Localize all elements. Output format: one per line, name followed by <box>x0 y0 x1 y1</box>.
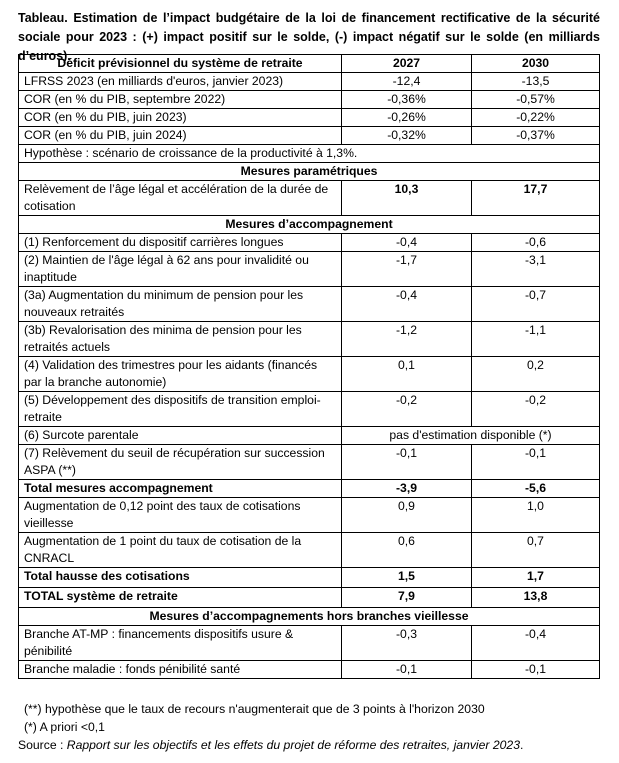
value-2027: -0,36% <box>342 91 472 109</box>
table-row <box>19 427 600 445</box>
row-label: Augmentation de 0,12 point des taux de cotisations vieillesse <box>19 498 342 533</box>
surcote-value: pas d'estimation disponible (*) <box>342 427 600 445</box>
value-2030: -0,1 <box>472 661 600 679</box>
row-label: COR (en % du PIB, juin 2023) <box>19 109 342 127</box>
value-2027: -0,4 <box>342 234 472 252</box>
section-parametric: Mesures paramétriques <box>19 163 600 181</box>
table-row <box>19 181 600 216</box>
value-2030: 17,7 <box>472 181 600 216</box>
value-2030: -0,4 <box>472 626 600 661</box>
value-2030: 13,8 <box>472 588 600 608</box>
row-label: COR (en % du PIB, septembre 2022) <box>19 91 342 109</box>
total-row <box>19 588 600 608</box>
value-2030: 1,7 <box>472 568 600 588</box>
row-label: (2) Maintien de l'âge légal à 62 ans pour invalidité ou inaptitude <box>19 252 342 287</box>
footnote-single-star: (*) A priori <0,1 <box>24 720 105 734</box>
table-row <box>19 626 600 661</box>
value-2030: -3,1 <box>472 252 600 287</box>
value-2027: -3,9 <box>342 480 472 498</box>
value-2027: -0,2 <box>342 392 472 427</box>
title-line-2: sociale pour 2023 : (+) impact positif sur le solde, (-) impact négatif sur le solde (en milliards d’euros). <box>18 30 600 63</box>
row-label: (4) Validation des trimestres pour les aidants (financés par la branche autonomie) <box>19 357 342 392</box>
row-label: (1) Renforcement du dispositif carrières longues <box>19 234 342 252</box>
value-2030: -0,7 <box>472 287 600 322</box>
row-label: (3b) Revalorisation des minima de pension pour les retraités actuels <box>19 322 342 357</box>
section-row <box>19 163 600 181</box>
value-2027: -1,2 <box>342 322 472 357</box>
row-label: TOTAL système de retraite <box>19 588 342 608</box>
table-row <box>19 392 600 427</box>
value-2030: 0,2 <box>472 357 600 392</box>
total-row <box>19 480 600 498</box>
row-label: Branche AT-MP : financements dispositifs usure & pénibilité <box>19 626 342 661</box>
value-2027: -1,7 <box>342 252 472 287</box>
row-label: (7) Relèvement du seuil de récupération sur succession ASPA (**) <box>19 445 342 480</box>
footnotes <box>24 700 485 718</box>
row-label: Relèvement de l’âge légal et accélération de la durée de cotisation <box>19 181 342 216</box>
table-row <box>19 73 600 91</box>
hypothesis-row <box>19 145 600 163</box>
value-2027: 7,9 <box>342 588 472 608</box>
source-reference: Rapport sur les objectifs et les effets du projet de réforme des retraites, janvier 2023 <box>66 738 520 752</box>
section-non-pension: Mesures d’accompagnements hors branches vieillesse <box>19 608 600 626</box>
section-accompaniment: Mesures d’accompagnement <box>19 216 600 234</box>
section-row <box>19 608 600 626</box>
header-2030: 2030 <box>472 55 600 73</box>
row-label: Total mesures accompagnement <box>19 480 342 498</box>
value-2027: -0,4 <box>342 287 472 322</box>
value-2027: 0,1 <box>342 357 472 392</box>
total-row <box>19 568 600 588</box>
section-row <box>19 216 600 234</box>
table-row <box>19 498 600 533</box>
table-row <box>19 533 600 568</box>
value-2030: -1,1 <box>472 322 600 357</box>
table-row <box>19 252 600 287</box>
value-2030: -0,6 <box>472 234 600 252</box>
value-2030: -0,37% <box>472 127 600 145</box>
table-row <box>19 322 600 357</box>
value-2027: 10,3 <box>342 181 472 216</box>
value-2027: -0,26% <box>342 109 472 127</box>
row-label: (5) Développement des dispositifs de transition emploi-retraite <box>19 392 342 427</box>
value-2030: -0,22% <box>472 109 600 127</box>
value-2030: -13,5 <box>472 73 600 91</box>
value-2030: 0,7 <box>472 533 600 568</box>
value-2030: -0,1 <box>472 445 600 480</box>
value-2027: -12,4 <box>342 73 472 91</box>
value-2027: 1,5 <box>342 568 472 588</box>
row-label: (6) Surcote parentale <box>19 427 342 445</box>
value-2027: 0,9 <box>342 498 472 533</box>
row-label: COR (en % du PIB, juin 2024) <box>19 127 342 145</box>
budget-impact-table <box>18 54 600 679</box>
footnote-double-star: (**) hypothèse que le taux de recours n'augmenterait que de 3 points à l'horizon 2030 <box>24 702 485 716</box>
source-line <box>18 736 523 754</box>
table-row <box>19 287 600 322</box>
header-label: Déficit prévisionnel du système de retraite <box>19 55 342 73</box>
row-label: (3a) Augmentation du minimum de pension pour les nouveaux retraités <box>19 287 342 322</box>
value-2030: -0,2 <box>472 392 600 427</box>
value-2030: -0,57% <box>472 91 600 109</box>
hypothesis-text: Hypothèse : scénario de croissance de la productivité à 1,3%. <box>19 145 600 163</box>
value-2027: -0,1 <box>342 445 472 480</box>
value-2030: 1,0 <box>472 498 600 533</box>
table-row <box>19 357 600 392</box>
source-suffix: . <box>519 738 524 752</box>
footnotes-2 <box>24 718 105 736</box>
value-2027: 0,6 <box>342 533 472 568</box>
value-2027: -0,1 <box>342 661 472 679</box>
table-row <box>19 234 600 252</box>
row-label: Augmentation de 1 point du taux de cotisation de la CNRACL <box>19 533 342 568</box>
source-prefix: Source : <box>18 738 67 752</box>
value-2030: -5,6 <box>472 480 600 498</box>
row-label: Total hausse des cotisations <box>19 568 342 588</box>
value-2027: -0,3 <box>342 626 472 661</box>
title-line-1: Tableau. Estimation de l’impact budgétaire de la loi de financement rectificative de la sécurité <box>18 11 600 25</box>
table-row <box>19 91 600 109</box>
table-header-row <box>19 55 600 73</box>
row-label: Branche maladie : fonds pénibilité santé <box>19 661 342 679</box>
value-2027: -0,32% <box>342 127 472 145</box>
table-row <box>19 109 600 127</box>
table-row <box>19 127 600 145</box>
row-label: LFRSS 2023 (en milliards d'euros, janvier 2023) <box>19 73 342 91</box>
table-row <box>19 661 600 679</box>
header-2027: 2027 <box>342 55 472 73</box>
table-row <box>19 445 600 480</box>
